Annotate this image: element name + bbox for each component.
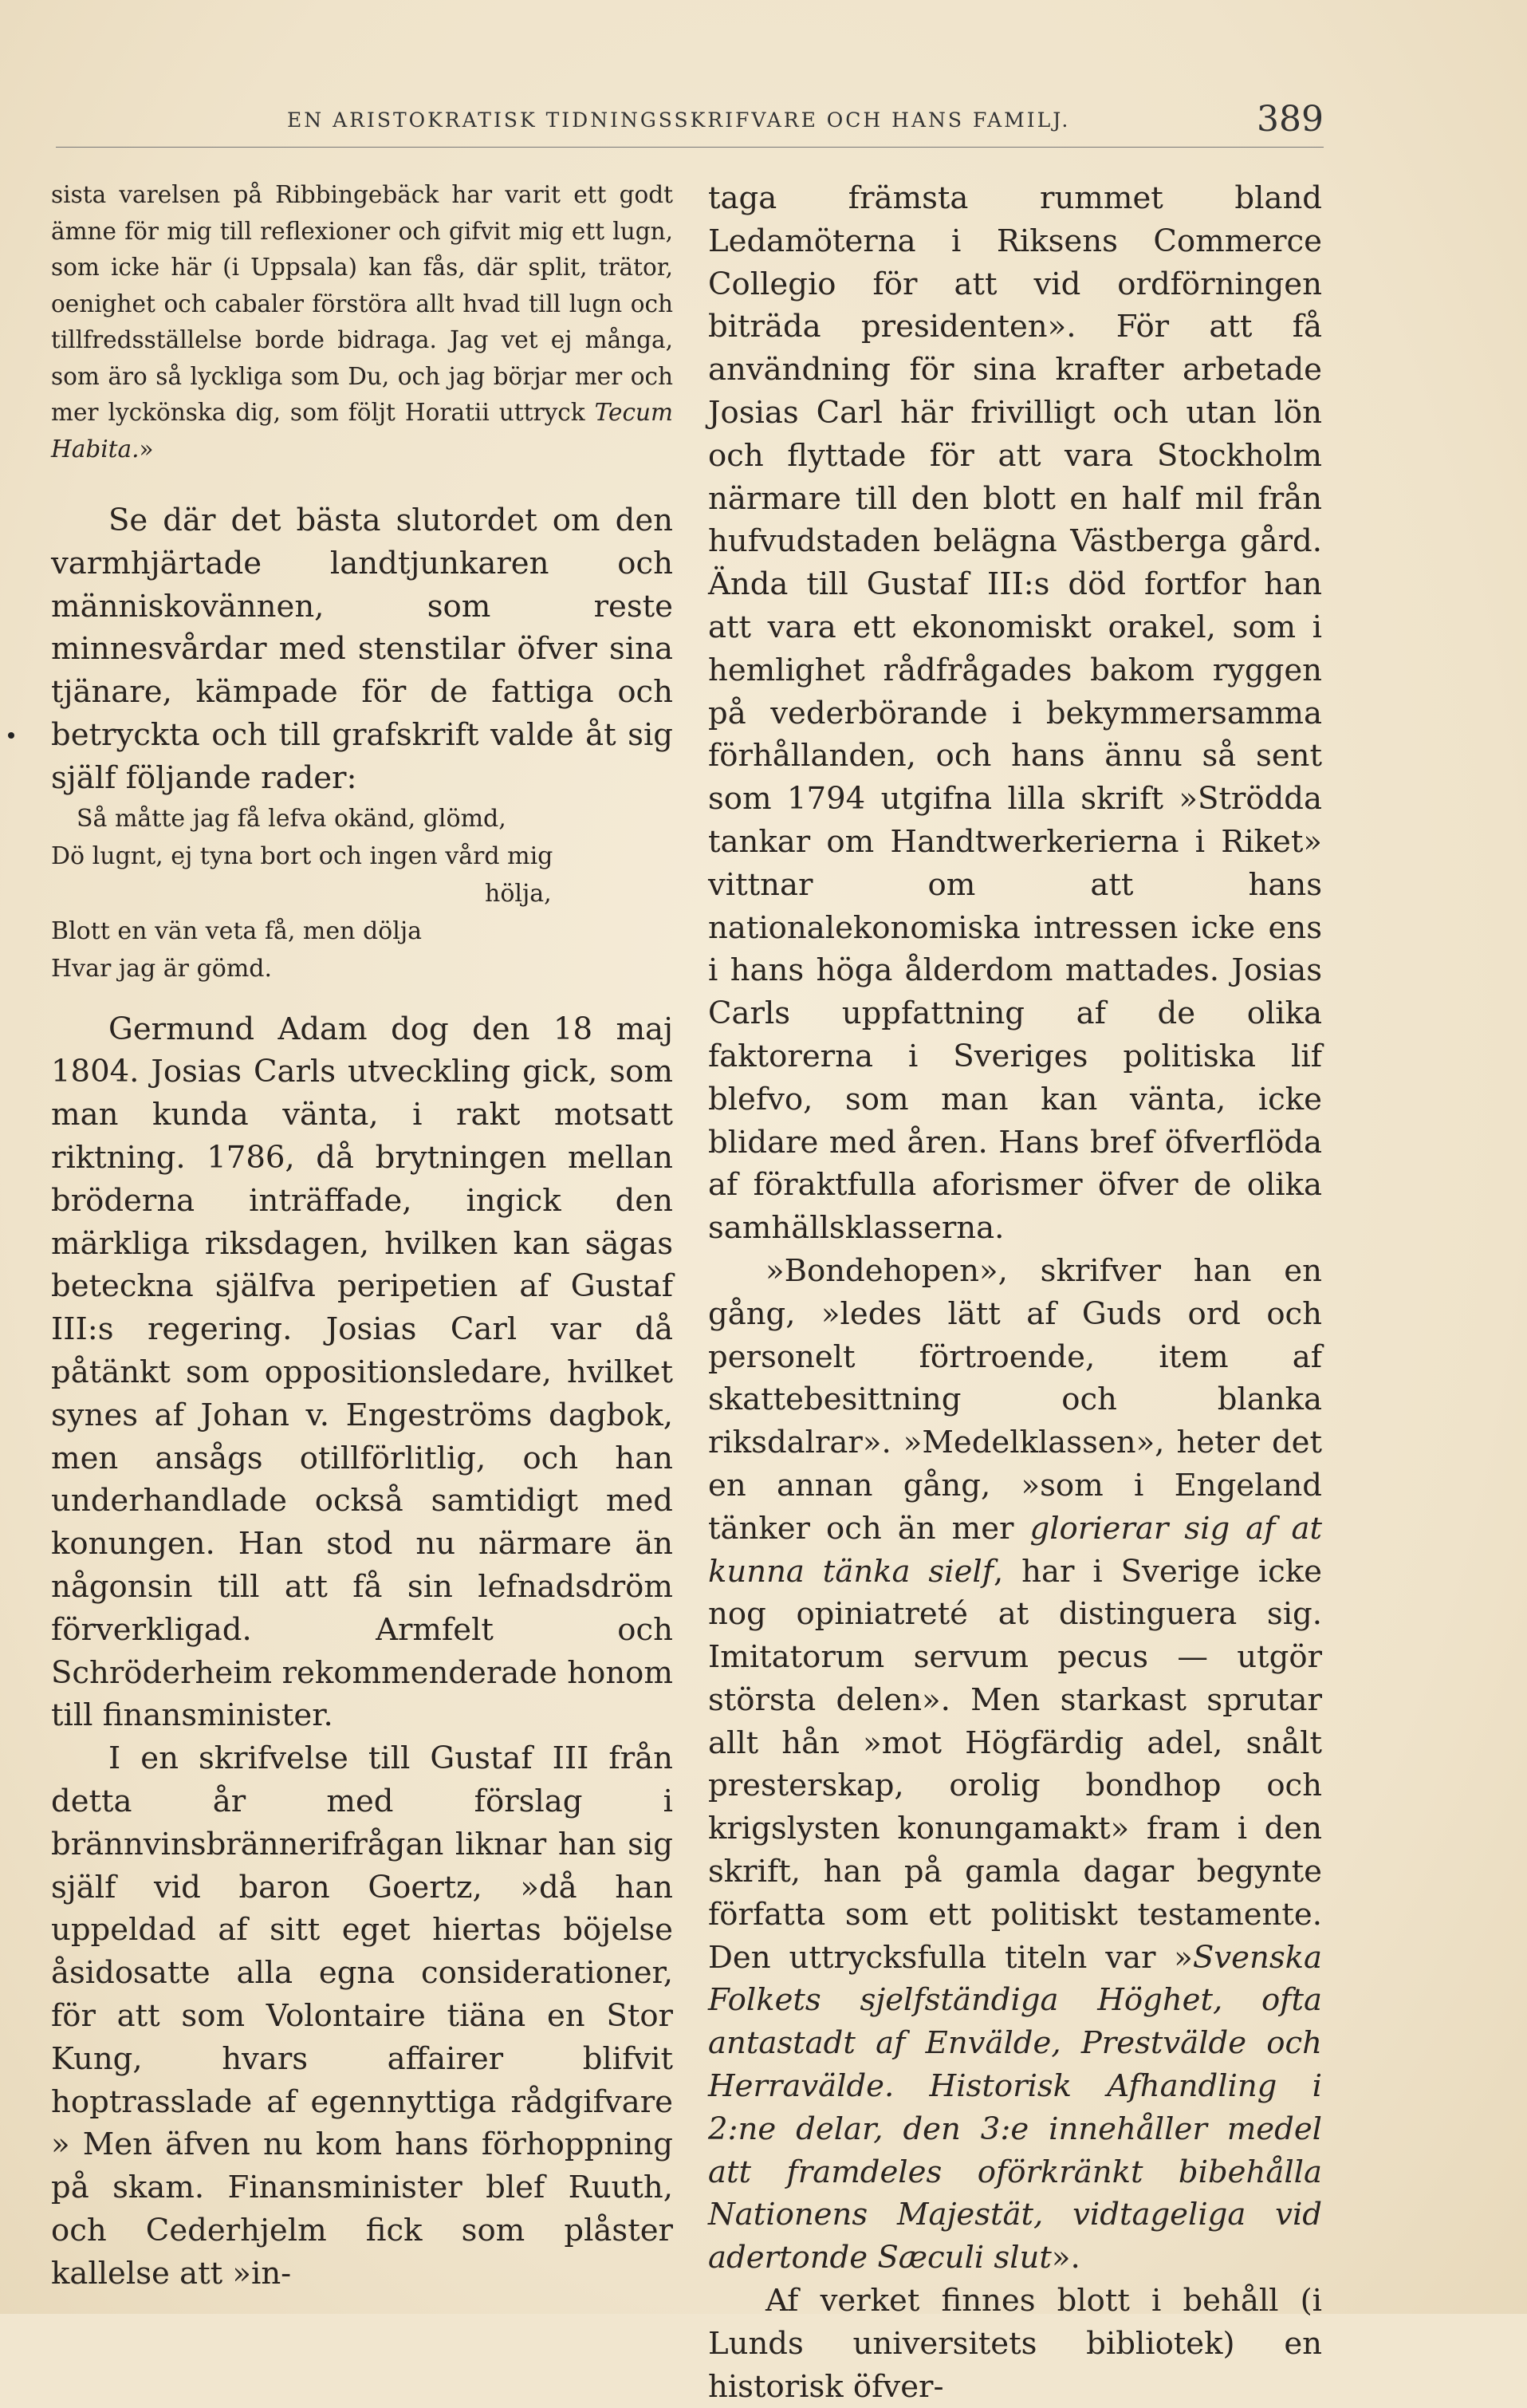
poem-line: hölja, [485,879,552,908]
paragraph-verket: Af verket finnes blott i behåll (i Lunds universitets bibliotek) en historisk öfver- [708,2283,1322,2405]
page-header [56,94,1324,150]
poem-line: Hvar jag är gömd. [51,954,273,983]
epitaph-poem [51,800,673,987]
paragraph-bondehopen: »Bondehopen», skrifver han en gång, »ledes lätt af Guds ord och personelt förtroende, item af skattebesittning och blanka riksdalrar». »Medelklassen», heter det en annan gång, »som i Engeland tänker och än mer glorierar sig af at kunna tänka sielf, har i Sverige icke nog opiniatreté at distinguera sig. Imitatorum servum pecus — utgör största delen». Men starkast sprutar allt hån »mot Högfärdig adel, snålt presterskap, orolig bondhop och krigslysten konungamakt» fram i den skrift, han på gamla dagar begynte författa som ett politiskt testamente. Den uttrycksfulla titeln var »Svenska Folkets sjelfständiga Höghet, ofta antastadt af Envälde, Prestvälde och Herravälde. Historisk Afhandling i 2:ne delar, den 3:e innehåller medel att framdeles oförkränkt bibehålla Nationens Majestät, vidtageliga vid adertonde Sæculi slut». [708,1252,1322,2276]
paragraph-germund-adam: Germund Adam dog den 18 maj 1804. Josias Carls utveckling gick, som man kunda vänta, i rakt motsatt riktning. 1786, då brytningen mellan bröderna inträffade, ingick den märkliga riksdagen, hvilken kan sägas beteckna själfva peripetien af Gustaf III:s regering. Josias Carl var då påtänkt som oppositionsledare, hvilket synes af Johan v. Engeströms dagbok, men ansågs otillförlitlig, och han underhandlade också samtidigt med konungen. Han stod nu närmare än någonsin till att få sin lefnadsdröm förverkligad. Armfelt och Schröderheim rekommenderade honom till finansminister. [51,1011,673,1734]
paragraph-commerce-collegio: taga främsta rummet bland Ledamöterna i Riksens Commerce Collegio för att vid ordförningen biträda presidenten». För att få användning för sina krafter arbetade Josias Carl här frivilligt och utan lön och flyttade för att vara Stockholm närmare till den blott en half mil från hufvudstaden belägna Västberga gård. Ända till Gustaf III:s död fortfor han att vara ett ekonomiskt orakel, som i hemlighet rådfrågades bakom ryggen på vederbörande i bekymmersamma förhållanden, och hans ännu så sent som 1794 utgifna lilla skrift »Strödda tankar om Handtwerkerierna i Riket» vittnar om att hans nationalekonomiska intressen icke ens i hans höga ålderdom mattades. Josias Carls uppfattning af de olika faktorerna i Sveriges politiska lif blefvo, som man kan vänta, icke blidare med åren. Hans bref öfverflöda af föraktfulla aforismer öfver de olika samhällsklasserna. [708,180,1322,1247]
paragraph-skrifvelse: I en skrifvelse till Gustaf III från detta år med förslag i brännvinsbrännerifrågan liknar han sig själf vid baron Goertz, »då han uppeldad af sitt eget hiertas böjelse åsidosatte alla egna considerationer, för att som Volontaire tiäna en Stor Kung, hvars affairer blifvit hoptrasslade af egennyttiga rådgifvare » Men äfven nu kom hans förhoppning på skam. Finansminister blef Ruuth, och Cederhjelm fick som plåster kallelse att »in- [51,1740,673,2292]
letter-quote-end: sista varelsen på Ribbingebäck har varit ett godt ämne för mig till reflexioner och gifvit mig ett lugn, som icke här (i Uppsala) kan fås, där split, trätor, oenighet och cabaler förstöra allt hvad till lugn och tillfredsställelse borde bidraga. Jag vet ej många, som äro så lyckliga som Du, och jag börjar mer och mer lyckönska dig, som följt Horatii uttryck Tecum Habita.» [51,181,673,463]
italic-title: Svenska Folkets sjelfständiga Höghet, ofta antastadt af Envälde, Prestvälde och Herravälde. Historisk Afhandling i 2:ne delar, den 3:e innehåller medel att framdeles oförkränkt bibehålla Nationens Majestät, vidtageliga vid adertonde Sæculi slut [708,1939,1322,2276]
italic-quote: glorierar sig af at kunna tänka sielf [708,1510,1322,1590]
right-column [708,177,1322,2408]
page-number: 389 [1257,99,1324,140]
poem-line: Blott en vän veta få, men dölja [51,916,422,945]
header-rule [56,147,1324,148]
left-column [51,177,673,2295]
paragraph-epitaph-intro: Se där det bästa slutordet om den varmhjärtade landtjunkaren och människovännen, som reste minnesvårdar med stenstilar öfver sina tjänare, kämpade för de fattiga och betryckta och till grafskrift valde åt sig själf följande rader: [51,502,673,796]
latin-phrase: Tecum Habita. [51,399,673,463]
poem-line: Så måtte jag få lefva okänd, glömd, [77,804,506,833]
running-title: EN ARISTOKRATISK TIDNINGSSKRIFVARE OCH HANS FAMILJ. [287,108,1071,132]
poem-line: Dö lugnt, ej tyna bort och ingen vård mig [51,841,553,870]
margin-dot [8,732,14,739]
